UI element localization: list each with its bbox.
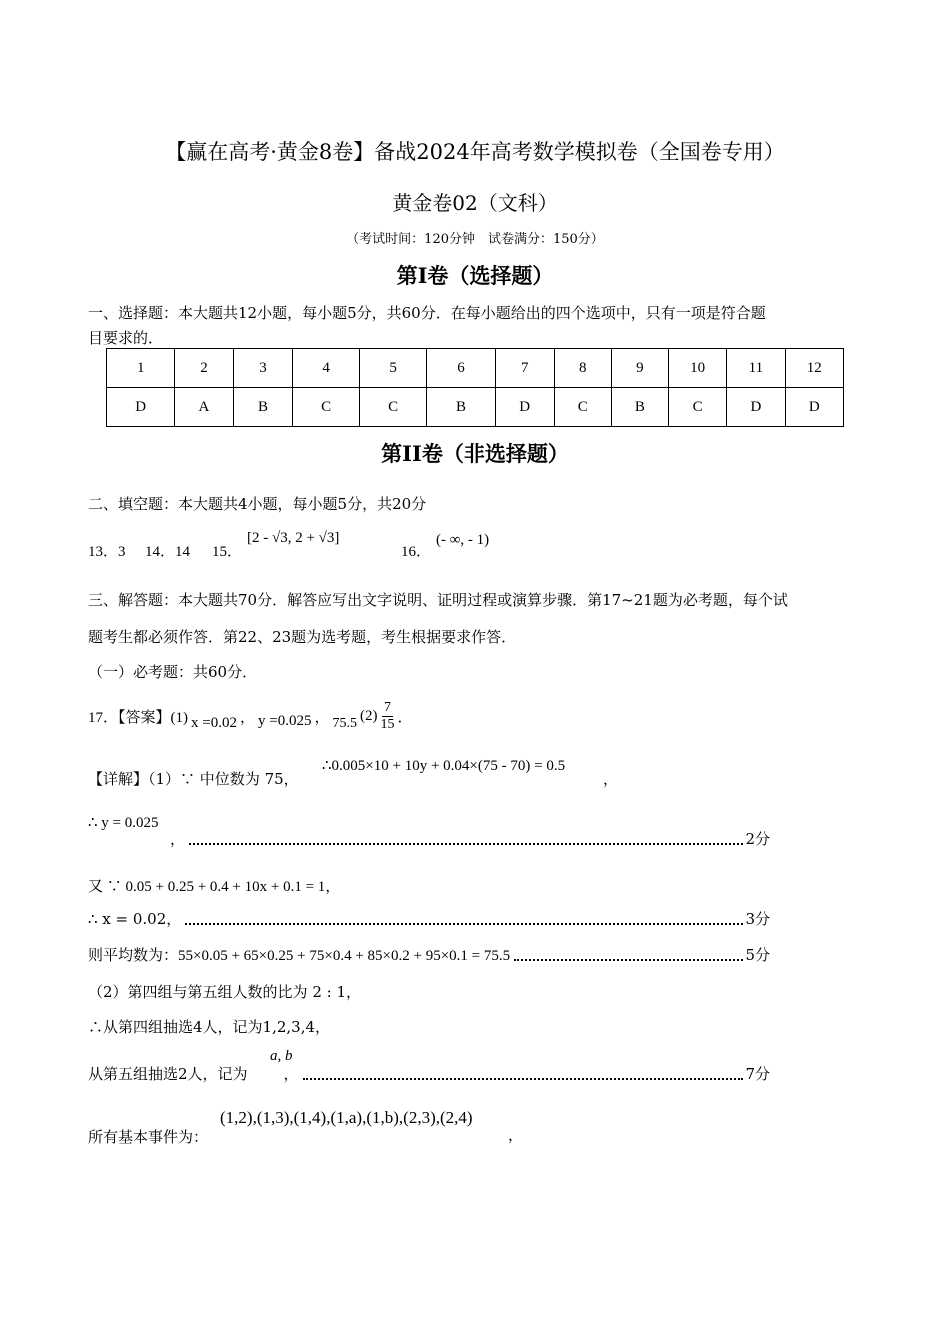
- answer-table: [106, 348, 844, 427]
- score-line-7: [88, 1063, 770, 1084]
- question-number-cell: 5: [359, 349, 426, 388]
- question-number-cell: 1: [107, 349, 175, 388]
- part1-instructions: 一、选择题：本大题共12小题，每小题5分，共60分．在每小题给出的四个选项中，只有一项是符合题: [88, 304, 766, 322]
- q17-sep: ，: [239, 710, 255, 726]
- q17-label: 17．【答案】(1): [88, 710, 188, 726]
- question-number-cell: 3: [233, 349, 293, 388]
- answer-cell: D: [785, 388, 843, 427]
- answer-16: (- ∞, - 1): [436, 532, 490, 548]
- exam-info: （考试时间：120分钟 试卷满分：150分）: [346, 232, 604, 247]
- detail-comma: ，: [603, 772, 619, 788]
- question-number-cell: 10: [668, 349, 726, 388]
- answer-cell: B: [233, 388, 293, 427]
- dotted-leader: [514, 959, 743, 961]
- part2-line3: 从第五组抽选2人，记为: [88, 1065, 248, 1083]
- question-number-row: [107, 349, 844, 388]
- part2-heading: 第II卷（非选择题）: [381, 441, 569, 466]
- y-result: ∴ y = 0.025: [88, 815, 159, 831]
- answer-cell: B: [427, 388, 495, 427]
- answer-cell: C: [668, 388, 726, 427]
- q17-end: ．: [397, 710, 413, 726]
- answer-13: 13．3: [88, 544, 126, 560]
- q17-fraction: [380, 700, 394, 733]
- denominator: 15: [380, 717, 395, 732]
- document-title: 【赢在高考·黄金8卷】备战2024年高考数学模拟卷（全国卷专用）: [165, 140, 785, 164]
- answer-cell: C: [293, 388, 359, 427]
- mean-equation: 55×0.05 + 65×0.25 + 75×0.4 + 85×0.2 + 95×0.1 = 75.5: [178, 948, 511, 964]
- answer-row: [107, 388, 844, 427]
- score-line-3: [88, 908, 770, 929]
- q17-x: x =0.02: [191, 715, 237, 731]
- solve-heading: 三、解答题：本大题共70分．解答应写出文字说明、证明过程或演算步骤．第17~21题为必考题，每个试: [88, 591, 788, 609]
- question-number-cell: 11: [727, 349, 785, 388]
- answer-cell: D: [727, 388, 785, 427]
- answer-cell: C: [359, 388, 426, 427]
- question-number-cell: 2: [175, 349, 233, 388]
- numerator: 7: [383, 700, 391, 715]
- answer-cell: B: [611, 388, 668, 427]
- answer-16-label: 16．: [401, 544, 432, 560]
- q17-sep: ，: [314, 710, 330, 726]
- question-number-cell: 6: [427, 349, 495, 388]
- part2-line1: （2）第四组与第五组人数的比为 2 : 1，: [88, 983, 361, 1001]
- question-number-cell: 12: [785, 349, 843, 388]
- comma: ，: [283, 1065, 299, 1083]
- score-5: 5分: [745, 946, 770, 964]
- part1-instructions-cont: 目要求的．: [88, 329, 164, 347]
- score-line-2: [170, 828, 770, 849]
- score-7: 7分: [745, 1065, 770, 1083]
- solve-heading-cont: 题考生都必须作答．第22、23题为选考题，考生根据要求作答．: [88, 628, 517, 646]
- q17-mean: 75.5: [332, 715, 357, 731]
- x-result: ∴ x = 0.02，: [88, 910, 182, 928]
- part1-heading: 第I卷（选择题）: [396, 263, 554, 288]
- events-list: (1,2),(1,3),(1,4),(1,a),(1,b),(2,3),(2,4): [220, 1108, 473, 1127]
- dotted-leader: [185, 923, 743, 925]
- events-label: 所有基本事件为：: [88, 1128, 209, 1146]
- answer-15: [2 - √3, 2 + √3]: [247, 530, 340, 546]
- question-number-cell: 8: [554, 349, 611, 388]
- q17-answer: [88, 700, 412, 733]
- fill-heading: 二、填空题：本大题共4小题，每小题5分，共20分: [88, 495, 427, 513]
- mean-label: 则平均数为：: [88, 946, 179, 964]
- dotted-leader: [303, 1078, 744, 1080]
- again-equation: 又 ∵ 0.05 + 0.25 + 0.4 + 10x + 0.1 = 1，: [88, 879, 341, 895]
- dotted-leader: [189, 843, 743, 845]
- detail-equation: ∴0.005×10 + 10y + 0.04×(75 - 70) = 0.5: [322, 758, 566, 774]
- score-line-5: [88, 944, 770, 965]
- ab-labels: a, b: [270, 1048, 293, 1064]
- score-3: 3分: [745, 910, 770, 928]
- part2-line2: ∴从第四组抽选4人，记为1,2,3,4，: [88, 1018, 331, 1036]
- document-subtitle: 黄金卷02（文科）: [392, 191, 558, 215]
- required-heading: （一）必考题：共60分．: [88, 663, 258, 681]
- detail-prefix: 【详解】（1）∵ 中位数为 75，: [88, 770, 299, 788]
- q17-y: y =0.025: [257, 713, 312, 729]
- score-2: 2分: [745, 830, 770, 848]
- answer-cell: D: [107, 388, 175, 427]
- answer-cell: D: [495, 388, 554, 427]
- q17-part2-label: (2): [359, 708, 378, 724]
- question-number-cell: 7: [495, 349, 554, 388]
- comma: ，: [170, 830, 186, 848]
- answer-14: 14．14: [145, 544, 191, 560]
- question-number-cell: 4: [293, 349, 359, 388]
- question-number-cell: 9: [611, 349, 668, 388]
- answer-15-label: 15．: [212, 544, 243, 560]
- events-comma: ，: [508, 1128, 524, 1144]
- answer-cell: C: [554, 388, 611, 427]
- answer-cell: A: [175, 388, 233, 427]
